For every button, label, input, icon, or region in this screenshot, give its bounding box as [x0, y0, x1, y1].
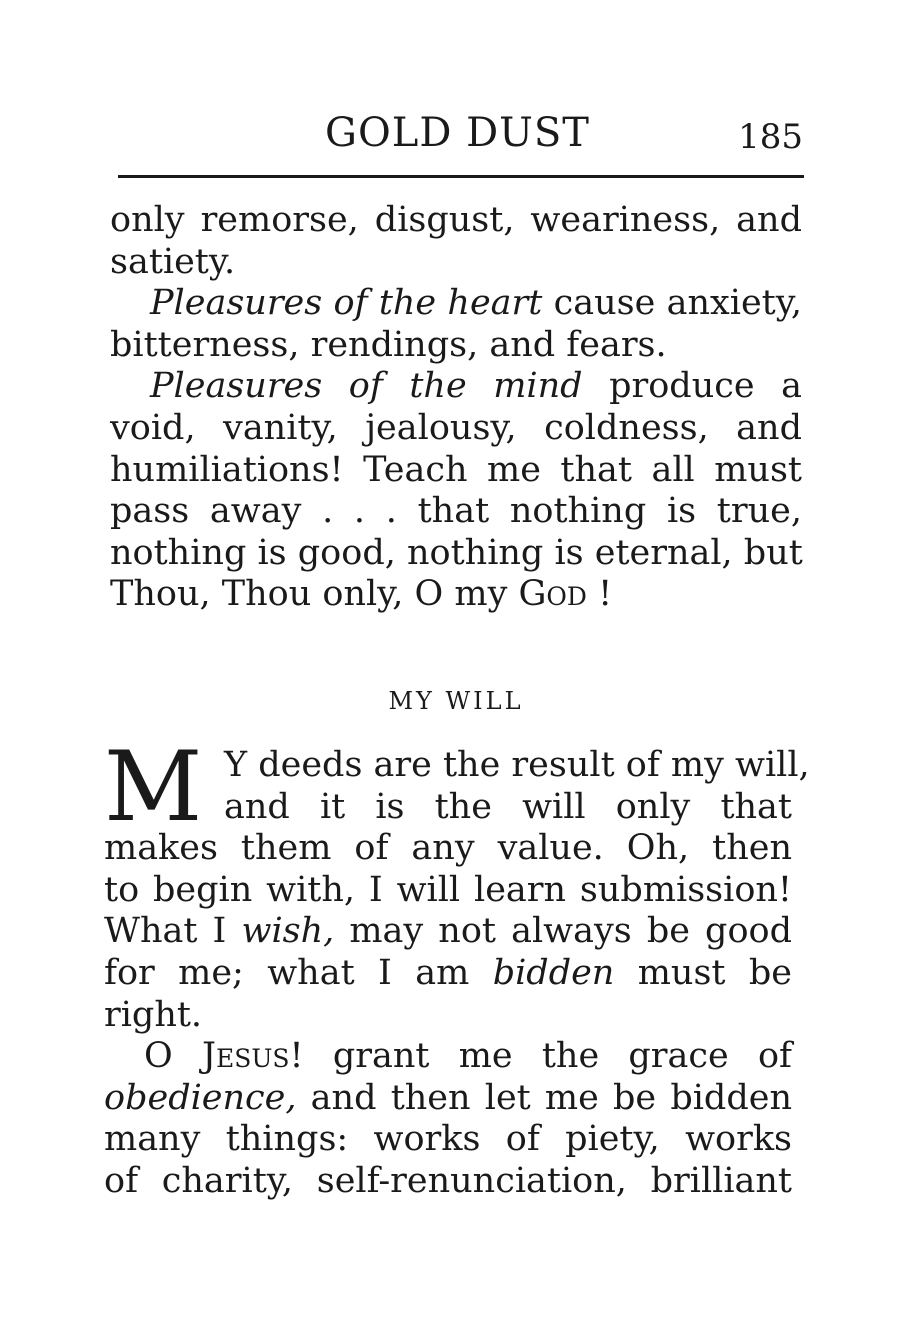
small-caps-word: God: [518, 574, 587, 615]
text-line: for me; what I am bidden must be: [104, 952, 793, 993]
text-line: Pleasures of the heart cause anxiety,: [150, 283, 802, 324]
text-line: many things: works of piety, works: [104, 1119, 792, 1160]
text-line: void, vanity, jealousy, coldness, and: [110, 407, 802, 448]
text-line: and it is the will only that: [224, 786, 792, 827]
small-caps-word: Jesus: [201, 1036, 290, 1077]
italic-phrase: Pleasures of the heart: [150, 283, 543, 324]
text-line: bitterness, rendings, and fears.: [110, 324, 667, 365]
text-line: Y deeds are the result of my will,: [224, 745, 810, 785]
text-line: right.: [104, 994, 203, 1035]
paragraph-my-will: [104, 731, 810, 1203]
text-line: obedience, and then let me be bidden: [104, 1077, 792, 1118]
text-line: only remorse, disgust, weariness, and: [110, 200, 802, 240]
text-line: Pleasures of the mind produce a: [150, 366, 802, 407]
italic-phrase: Pleasures of the mind: [150, 366, 583, 407]
text-line: Thou, Thou only, O my God !: [110, 574, 613, 615]
section-title: MY WILL: [388, 687, 524, 715]
text-line: makes them of any value. Oh, then: [104, 828, 792, 869]
header-rule: [118, 175, 804, 178]
text-line: pass away . . . that nothing is true,: [110, 491, 802, 532]
text-line: satiety.: [110, 241, 236, 282]
text-line: humiliations! Teach me that all must: [110, 449, 802, 490]
running-title: GOLD DUST: [325, 110, 590, 156]
running-header: [110, 108, 805, 158]
italic-word: bidden: [492, 952, 615, 993]
text-line: to begin with, I will learn submission!: [104, 869, 792, 910]
text-line: of charity, self-renunciation, brilliant: [104, 1160, 792, 1201]
text-line: What I wish, may not always be good: [104, 911, 792, 952]
italic-word: wish,: [241, 911, 335, 952]
italic-word: obedience,: [104, 1077, 297, 1118]
text-line: O Jesus! grant me the grace of: [144, 1036, 792, 1077]
drop-cap: M: [104, 731, 203, 843]
text-line: nothing is good, nothing is eternal, but: [110, 532, 803, 573]
page-number: 185: [738, 117, 803, 157]
paragraph-pleasures: [110, 200, 802, 616]
